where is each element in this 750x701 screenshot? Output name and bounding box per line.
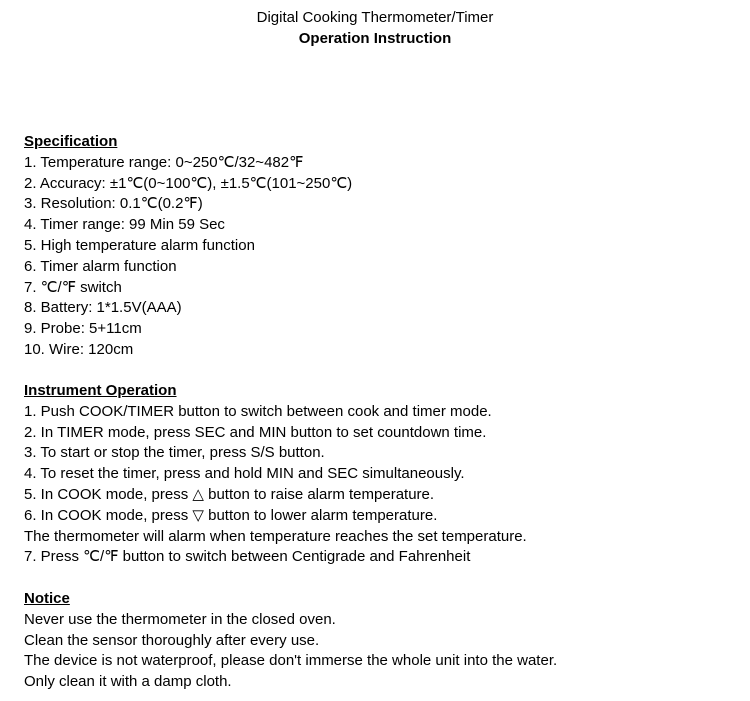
operation-item: 4. To reset the timer, press and hold MIN and SEC simultaneously. [24, 465, 465, 483]
document-title: Digital Cooking Thermometer/Timer [256, 9, 494, 26]
notice-section [24, 589, 724, 693]
operation-item: The thermometer will alarm when temperature reaches the set temperature. [24, 527, 527, 545]
operation-item: 1. Push COOK/TIMER button to switch between cook and timer mode. [24, 402, 492, 420]
notice-item: Never use the thermometer in the closed oven. [24, 610, 336, 628]
spec-item: 8. Battery: 1*1.5V(AAA) [24, 299, 182, 317]
document-subtitle: Operation Instruction [298, 30, 452, 47]
operation-item: 5. In COOK mode, press △ button to raise alarm temperature. [24, 485, 435, 503]
instrument-operation-heading: Instrument Operation [24, 382, 177, 399]
notice-heading: Notice [24, 590, 70, 607]
spec-item: 9. Probe: 5+11cm [24, 320, 142, 338]
operation-item: 2. In TIMER mode, press SEC and MIN button to set countdown time. [24, 423, 487, 441]
spec-item: 2. Accuracy: ±1℃(0~100℃), ±1.5℃(101~250℃) [24, 174, 353, 192]
notice-item: The device is not waterproof, please don't immerse the whole unit into the water. [24, 652, 558, 670]
operation-item: 3. To start or stop the timer, press S/S button. [24, 444, 325, 462]
spec-item: 4. Timer range: 99 Min 59 Sec [24, 216, 225, 234]
spec-item: 3. Resolution: 0.1℃(0.2℉) [24, 195, 203, 213]
specification-section [24, 132, 724, 361]
operation-item: 7. Press ℃/℉ button to switch between Centigrade and Fahrenheit [24, 548, 471, 566]
instrument-operation-section [24, 381, 724, 568]
spec-item: 1. Temperature range: 0~250℃/32~482℉ [24, 153, 304, 171]
spec-item: 7. ℃/℉ switch [24, 278, 122, 296]
spec-item: 6. Timer alarm function [24, 257, 177, 275]
operation-item: 6. In COOK mode, press ▽ button to lower alarm temperature. [24, 506, 438, 524]
spec-item: 10. Wire: 120cm [24, 340, 134, 358]
specification-heading: Specification [24, 133, 118, 150]
notice-item: Clean the sensor thoroughly after every use. [24, 631, 320, 649]
notice-item: Only clean it with a damp cloth. [24, 673, 232, 691]
spec-item: 5. High temperature alarm function [24, 236, 255, 254]
